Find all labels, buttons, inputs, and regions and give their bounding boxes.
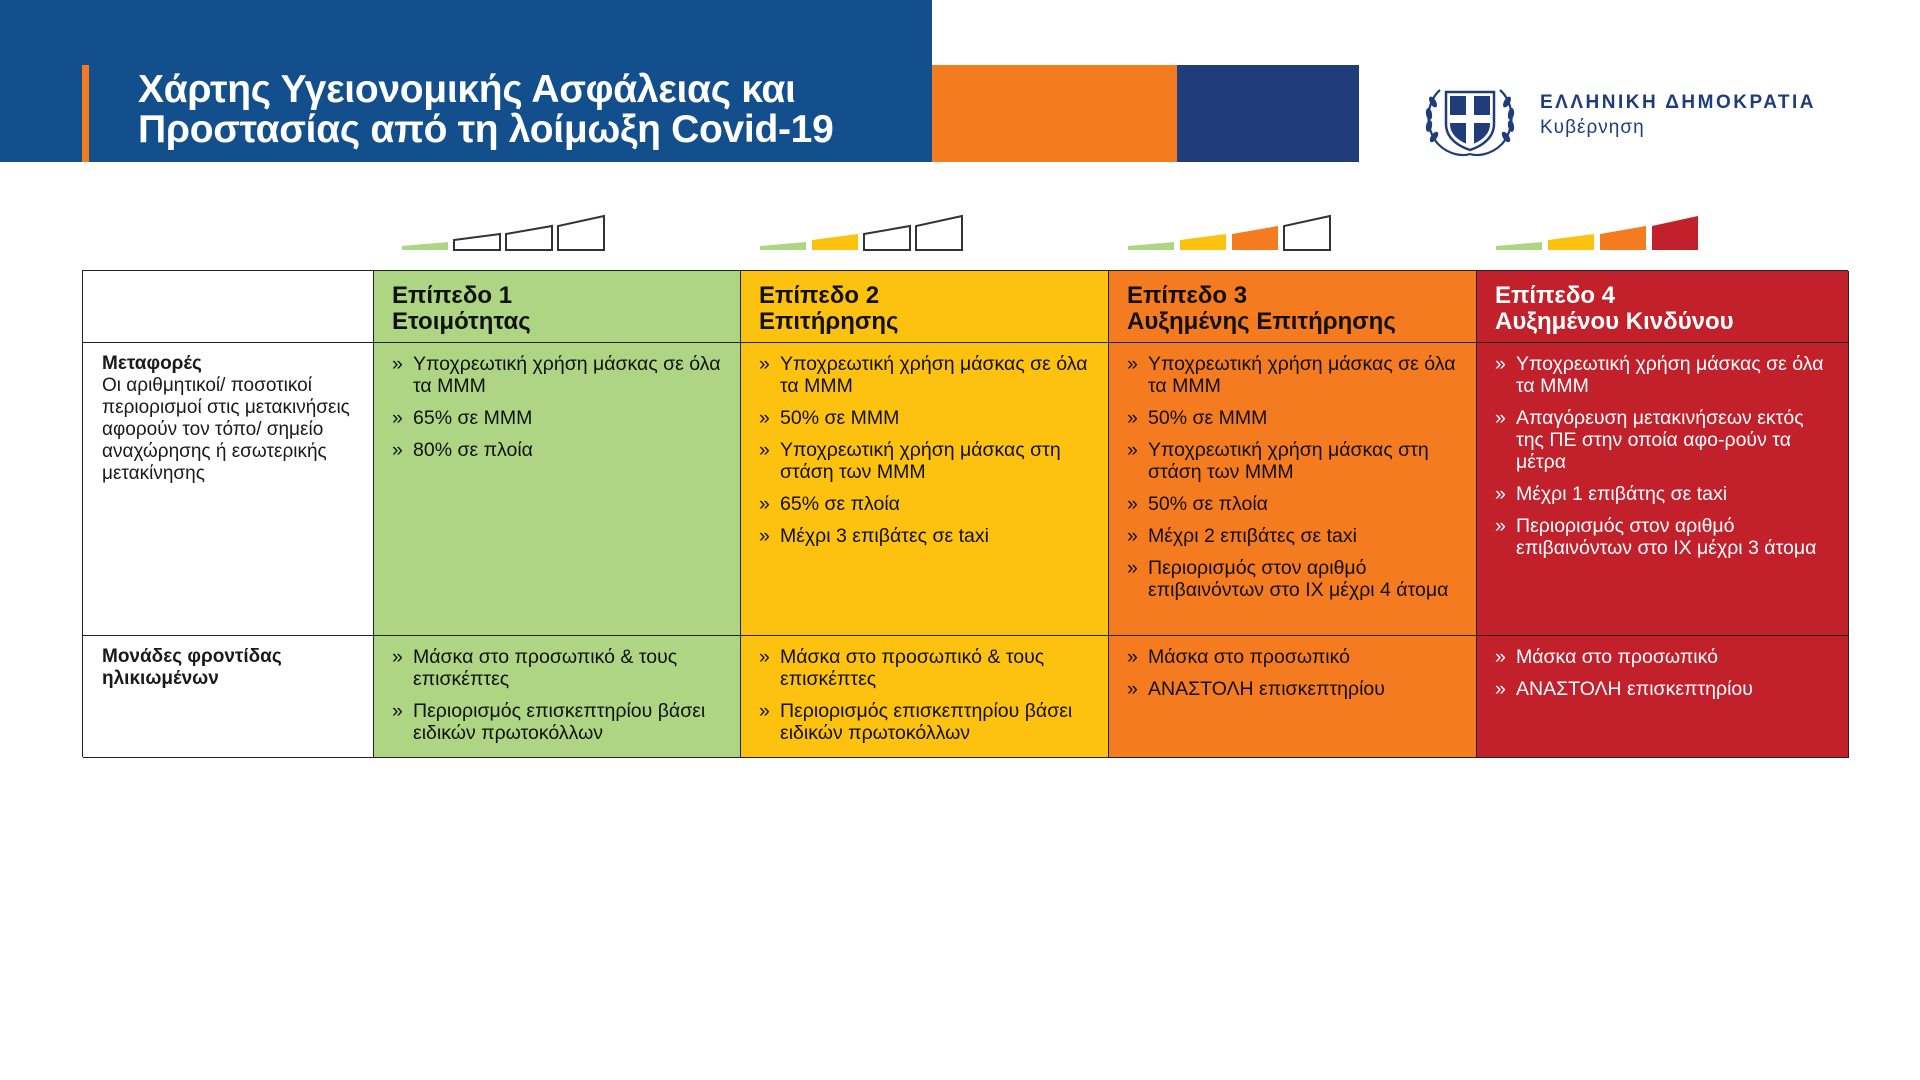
level-4-name: Αυξημένου Κινδύνου — [1495, 308, 1734, 335]
list-item: » 65% σε ΜΜΜ — [392, 407, 726, 429]
list-item: » Μέχρι 3 επιβάτες σε taxi — [759, 525, 1094, 547]
transport-description: Οι αριθμητικοί/ ποσοτικοί περιορισμοί στις μετακινήσεις αφορούν τον τόπο/ σημείο αναχώρησης ή εσωτερικής μετακίνησης — [102, 375, 350, 484]
list-item: » 65% σε πλοία — [759, 493, 1094, 515]
list-item: » 50% σε ΜΜΜ — [1127, 407, 1462, 429]
government-name: ΕΛΛΗΝΙΚΗ ΔΗΜΟΚΡΑΤΙΑ — [1540, 92, 1816, 113]
transport-level-3-cell — [1109, 343, 1477, 636]
list-item: » ΑΝΑΣΤΟΛΗ επισκεπτηρίου — [1495, 678, 1834, 700]
page-title — [138, 70, 833, 150]
level-2-indicator-icon — [758, 212, 978, 252]
level-1-number: Επίπεδο 1 — [392, 282, 513, 309]
level-2-header — [741, 271, 1109, 343]
level-2-name: Επιτήρησης — [759, 308, 899, 335]
list-item: » Μέχρι 1 επιβάτης σε taxi — [1495, 483, 1834, 505]
measures-table — [82, 270, 1848, 757]
level-2-number: Επίπεδο 2 — [759, 282, 880, 309]
list-item: » Υποχρεωτική χρήση μάσκας σε όλα τα ΜΜΜ — [1495, 353, 1834, 397]
greek-coat-of-arms-icon — [1420, 80, 1520, 158]
list-item: » Απαγόρευση μετακινήσεων εκτός της ΠΕ στην οποία αφο-ρούν τα μέτρα — [1495, 407, 1834, 473]
list-item: » Μάσκα στο προσωπικό & τους επισκέπτες — [392, 646, 726, 690]
page-title-line-1: Χάρτης Υγειονομικής Ασφάλειας και — [138, 68, 796, 111]
transport-level-1-cell — [374, 343, 741, 636]
level-4-number: Επίπεδο 4 — [1495, 282, 1616, 309]
list-item: » Υποχρεωτική χρήση μάσκας σε όλα τα ΜΜΜ — [759, 353, 1094, 397]
list-item: » 50% σε ΜΜΜ — [759, 407, 1094, 429]
header-navy-block — [1177, 65, 1359, 162]
table-corner-cell — [83, 271, 374, 343]
list-item: » ΑΝΑΣΤΟΛΗ επισκεπτηρίου — [1127, 678, 1462, 700]
list-item: » Υποχρεωτική χρήση μάσκας σε όλα τα ΜΜΜ — [1127, 353, 1462, 397]
level-1-name: Ετοιμότητας — [392, 308, 531, 335]
list-item: » Υποχρεωτική χρήση μάσκας στη στάση των ΜΜΜ — [1127, 439, 1462, 483]
transport-level-4-cell — [1477, 343, 1849, 636]
level-3-indicator-icon — [1126, 212, 1346, 252]
elderly-care-level-1-cell — [374, 636, 741, 758]
transport-level-2-cell — [741, 343, 1109, 636]
elderly-care-level-4-cell — [1477, 636, 1849, 758]
list-item: » Μάσκα στο προσωπικό — [1127, 646, 1462, 668]
government-subtitle: Κυβέρνηση — [1540, 117, 1645, 138]
level-4-header — [1477, 271, 1849, 343]
list-item: » 50% σε πλοία — [1127, 493, 1462, 515]
list-item: » Μάσκα στο προσωπικό — [1495, 646, 1834, 668]
list-item: » Περιορισμός στον αριθμό επιβαινόντων στο ΙΧ μέχρι 3 άτομα — [1495, 515, 1834, 559]
level-4-indicator-icon — [1494, 212, 1714, 252]
list-item: » Μάσκα στο προσωπικό & τους επισκέπτες — [759, 646, 1094, 690]
elderly-care-level-3-cell — [1109, 636, 1477, 758]
list-item: » Περιορισμός επισκεπτηρίου βάσει ειδικών πρωτοκόλλων — [759, 700, 1094, 744]
transport-row-header — [83, 343, 374, 636]
list-item: » Περιορισμός επισκεπτηρίου βάσει ειδικών πρωτοκόλλων — [392, 700, 726, 744]
level-3-header — [1109, 271, 1477, 343]
level-1-header — [374, 271, 741, 343]
transport-title: Μεταφορές — [102, 353, 202, 374]
list-item: » Μέχρι 2 επιβάτες σε taxi — [1127, 525, 1462, 547]
page-title-line-2: Προστασίας από τη λοίμωξη Covid-19 — [138, 108, 834, 151]
elderly-care-row-header — [83, 636, 374, 758]
list-item: » 80% σε πλοία — [392, 439, 726, 461]
level-1-indicator-icon — [400, 212, 620, 252]
elderly-care-title: Μονάδες φροντίδας ηλικιωμένων — [102, 646, 282, 689]
header-accent-bar — [82, 65, 89, 162]
list-item: » Υποχρεωτική χρήση μάσκας στη στάση των ΜΜΜ — [759, 439, 1094, 483]
level-3-name: Αυξημένης Επιτήρησης — [1127, 308, 1396, 335]
list-item: » Περιορισμός στον αριθμό επιβαινόντων στο ΙΧ μέχρι 4 άτομα — [1127, 557, 1462, 601]
list-item: » Υποχρεωτική χρήση μάσκας σε όλα τα ΜΜΜ — [392, 353, 726, 397]
header-orange-block — [932, 65, 1177, 162]
level-3-number: Επίπεδο 3 — [1127, 282, 1248, 309]
elderly-care-level-2-cell — [741, 636, 1109, 758]
